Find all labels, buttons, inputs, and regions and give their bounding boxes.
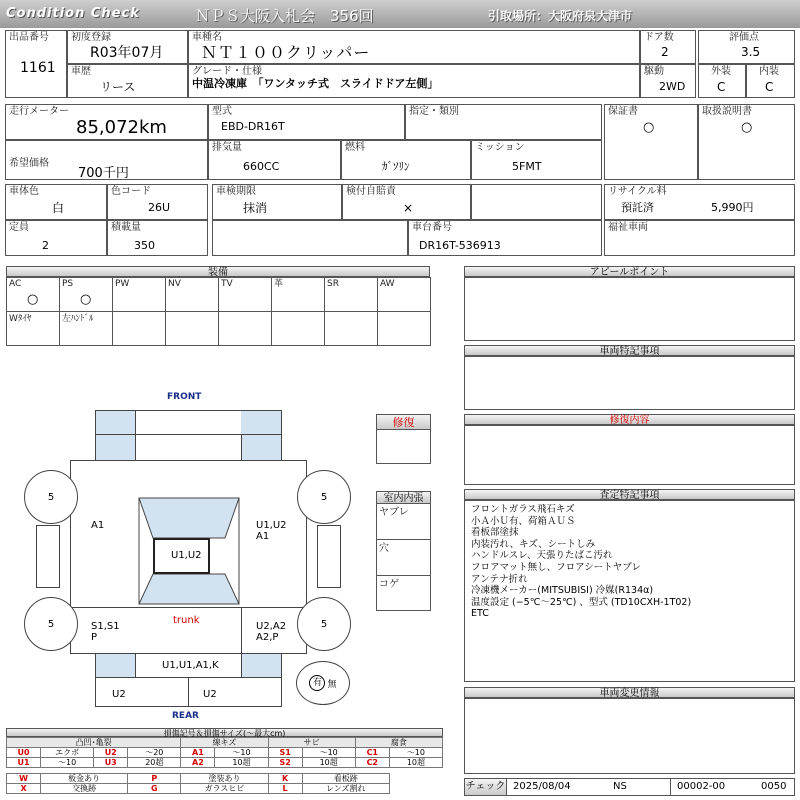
equipment-label: PS xyxy=(62,279,74,289)
car-name-box xyxy=(188,30,640,64)
recycle-value: 5,990円 xyxy=(711,201,754,214)
door-value: 2 xyxy=(661,45,669,59)
repair-content-title: 修復内容 xyxy=(464,414,795,425)
change-info-title: 車両変更情報 xyxy=(464,687,795,698)
equipment-label: 左ﾊﾝﾄﾞﾙ xyxy=(62,314,94,324)
legend-cell: 線キズ xyxy=(181,738,268,748)
color-label: 車体色 xyxy=(9,186,39,197)
legend-cell: L xyxy=(268,784,302,794)
displacement-box xyxy=(208,140,341,180)
equipment-cell xyxy=(6,277,60,312)
inspection-label: 車検期限 xyxy=(216,186,256,197)
mission-label: ミッション xyxy=(475,142,525,153)
special-title: 車両特記事項 xyxy=(464,345,795,356)
footer-code: 00002-00 xyxy=(677,781,726,792)
equipment-label: 革 xyxy=(274,279,284,289)
inspection-note-line: ハンドルスレ、天張りたばこ汚れ xyxy=(471,550,613,562)
legend-cell: C1 xyxy=(355,748,389,758)
spare-has: 有 xyxy=(309,675,325,691)
color-box xyxy=(5,184,107,220)
designation-box xyxy=(405,104,602,140)
inspection-note-line: アンテナ折れ xyxy=(471,573,528,585)
equipment-cell xyxy=(377,311,431,346)
inspection-notes-title: 査定特記事項 xyxy=(464,489,795,500)
inspection-note-line: フロアマット無し、フロアシートヤブレ xyxy=(471,561,641,573)
lot-label: 出品番号 xyxy=(9,32,49,43)
equipment-cell xyxy=(165,277,219,312)
price-box xyxy=(5,140,208,180)
equipment-grid xyxy=(6,277,430,346)
front-label: FRONT xyxy=(167,392,202,402)
legend-cell: ガラスヒビ xyxy=(181,784,268,794)
legend-cell: 塗装あり xyxy=(181,774,268,784)
footer-bar xyxy=(464,778,795,796)
mirror-left xyxy=(36,525,60,588)
insurance-value: × xyxy=(403,201,414,215)
mission-value: 5FMT xyxy=(512,160,542,173)
inspection-notes-panel xyxy=(464,500,795,682)
legend-cell: A1 xyxy=(181,748,215,758)
equipment-cell xyxy=(59,311,113,346)
roof-damage: U1,U2 xyxy=(171,550,202,561)
equipment-mark: ○ xyxy=(27,292,39,307)
load-value: 350 xyxy=(134,239,155,252)
right-rear-damage: U2,A2 A2,P xyxy=(256,621,287,643)
legend-cell: C2 xyxy=(355,758,389,768)
score-value: 3.5 xyxy=(741,45,761,59)
taillight-right xyxy=(241,653,282,678)
legend-cell: 10超 xyxy=(389,758,442,768)
legend-cell: X xyxy=(7,784,41,794)
windshield-graphic xyxy=(129,458,249,608)
first-reg-value: R03年07月 xyxy=(90,45,164,61)
tire-rear-right-value: 5 xyxy=(320,618,328,630)
interior-burn-label: コゲ xyxy=(379,579,399,590)
legend-cell: 10超 xyxy=(302,758,355,768)
equipment-label: SR xyxy=(327,279,339,289)
page-title: Condition Check xyxy=(6,6,140,21)
warranty-value: ○ xyxy=(643,120,655,135)
inspection-note-line: 看板部塗抹 xyxy=(471,527,519,539)
legend-cell: U1 xyxy=(7,758,41,768)
legend-cell: レンズ割れ xyxy=(302,784,389,794)
legend-cell: サビ xyxy=(268,738,355,748)
change-info-panel xyxy=(464,698,795,774)
mission-box xyxy=(471,140,602,180)
legend-cell: エクボ xyxy=(41,748,94,758)
chassis-value: DR16T-536913 xyxy=(419,239,501,252)
displacement-value: 660CC xyxy=(243,160,280,173)
recycle-status: 預託済 xyxy=(621,201,654,214)
right-side-front xyxy=(241,460,307,608)
rear-panel-right xyxy=(188,677,282,707)
tire-front-right-value: 5 xyxy=(320,491,328,503)
mileage-label: 走行メーター xyxy=(9,106,69,117)
equipment-cell xyxy=(165,311,219,346)
inspector: NS xyxy=(613,781,627,792)
left-front-damage: A1 xyxy=(91,520,105,531)
footer-number: 0050 xyxy=(761,781,787,792)
car-name-value: ＮＴ１００クリッパー xyxy=(201,43,371,62)
check-label: チェック xyxy=(465,779,507,795)
drive-label: 駆動 xyxy=(644,66,664,77)
left-side-rear xyxy=(70,607,136,654)
interior-row-hole xyxy=(377,540,430,576)
rear-bumper-damage: U1,U1,A1,K xyxy=(162,660,219,671)
equipment-label: AW xyxy=(380,279,395,289)
car-name-label: 車種名 xyxy=(192,32,222,43)
tire-front-right xyxy=(297,470,351,524)
ext-label: 外装 xyxy=(711,66,731,77)
legend-cell: P xyxy=(128,774,181,784)
inspection-note-line: 内装汚れ、キズ、シートしみ xyxy=(471,538,596,550)
legend-cell: 〜10 xyxy=(389,748,442,758)
legend-cell: G xyxy=(128,784,181,794)
drive-box xyxy=(640,64,696,98)
grade-label: グレード・仕様 xyxy=(192,66,262,77)
rear-bumper xyxy=(135,653,242,678)
legend-title: 損傷記号＆損傷サイズ(〜最大cm) xyxy=(6,728,443,737)
tire-front-left-value: 5 xyxy=(47,491,55,503)
score-box xyxy=(698,30,795,64)
capacity-value: 2 xyxy=(42,239,49,252)
legend-cell: 交換跡 xyxy=(41,784,128,794)
mileage-value: 85,072km xyxy=(76,117,167,138)
repair-title: 修復 xyxy=(376,414,431,430)
interior-tear-label: ヤブレ xyxy=(379,507,409,518)
manual-box xyxy=(698,104,795,180)
load-box xyxy=(107,220,208,256)
left-side-front xyxy=(70,460,136,608)
spare-tire xyxy=(296,661,350,705)
legend-cell: 〜10 xyxy=(215,748,268,758)
insurance-label: 検付自賠責 xyxy=(346,186,396,197)
price-value: 700千円 xyxy=(78,166,129,181)
door-box xyxy=(640,30,696,64)
manual-value: ○ xyxy=(741,120,753,135)
inspection-note-line: ETC xyxy=(471,608,489,620)
equipment-label: AC xyxy=(9,279,22,289)
color-value: 白 xyxy=(52,201,65,215)
headlight-right xyxy=(241,434,282,461)
legend-cell: 10超 xyxy=(215,758,268,768)
equipment-cell xyxy=(218,277,272,312)
repair-content-panel xyxy=(464,425,795,485)
recycle-box xyxy=(604,184,795,220)
int-value: C xyxy=(765,80,774,94)
warranty-box xyxy=(604,104,698,180)
recycle-label: リサイクル料 xyxy=(608,186,667,197)
ext-box xyxy=(698,64,746,98)
interior-title: 室内内張 xyxy=(376,491,431,504)
rear-panel-left xyxy=(95,677,189,707)
tire-rear-left xyxy=(24,597,78,651)
right-front-damage: U1,U2 A1 xyxy=(256,520,287,542)
legend-cell: W xyxy=(7,774,41,784)
inspection-note-line: フロントガラス飛石キズ xyxy=(471,504,575,515)
special-panel xyxy=(464,356,795,410)
rear-right-damage: U2 xyxy=(203,689,217,700)
mirror-right xyxy=(317,525,341,588)
equipment-cell xyxy=(59,277,113,312)
rear-label: REAR xyxy=(172,711,199,721)
door-label: ドア数 xyxy=(644,32,674,43)
legend-table xyxy=(6,737,443,794)
inspection-note-line: 小Ａ小Ｕ有、荷箱ＡＵＳ xyxy=(471,515,576,527)
price-label: 希望価格 xyxy=(9,158,49,169)
legend-cell: U3 xyxy=(94,758,128,768)
model-label: 型式 xyxy=(212,106,232,117)
front-bumper xyxy=(135,410,242,435)
inspection-note-line: 冷凍機メーカー(MITSUBISI) 冷媒(R134α) xyxy=(471,585,654,597)
rear-left-damage: U2 xyxy=(112,689,126,700)
history-label: 車歴 xyxy=(71,66,91,77)
model-box xyxy=(208,104,405,140)
equipment-mark: ○ xyxy=(80,292,92,307)
score-label: 評価点 xyxy=(729,32,759,43)
check-date: 2025/08/04 xyxy=(513,781,571,792)
equipment-cell xyxy=(218,311,272,346)
history-box xyxy=(67,64,188,98)
legend-cell: 〜10 xyxy=(41,758,94,768)
front-bumper-right xyxy=(241,410,282,435)
first-reg-box xyxy=(67,30,188,64)
equipment-cell xyxy=(271,277,325,312)
lot-box xyxy=(5,30,67,98)
legend-cell: 板金あり xyxy=(41,774,128,784)
legend-cell: K xyxy=(268,774,302,784)
legend-cell: 〜10 xyxy=(302,748,355,758)
tire-front-left xyxy=(24,470,78,524)
legend-cell: S2 xyxy=(268,758,302,768)
equipment-cell xyxy=(6,311,60,346)
equipment-cell xyxy=(271,311,325,346)
hood xyxy=(135,434,242,461)
equipment-cell xyxy=(324,277,378,312)
equipment-label: NV xyxy=(168,279,181,289)
int-box xyxy=(746,64,795,98)
legend-cell: 看板跡 xyxy=(302,774,389,784)
equipment-label: TV xyxy=(221,279,233,289)
equipment-label: Wﾀｲﾔ xyxy=(9,314,32,324)
mileage-box xyxy=(5,104,208,140)
drive-value: 2WD xyxy=(659,80,686,93)
inspection-box xyxy=(212,184,342,220)
interior-hole-label: 穴 xyxy=(379,543,389,554)
trunk-area xyxy=(135,607,242,654)
interior-box xyxy=(376,491,431,611)
legend-cell: 20超 xyxy=(128,758,181,768)
equipment-cell xyxy=(112,311,166,346)
int-label: 内装 xyxy=(759,66,779,77)
first-reg-label: 初度登録 xyxy=(71,32,111,43)
blank-box-2 xyxy=(212,220,408,256)
color-code-value: 26U xyxy=(148,201,171,214)
pickup-location: 引取場所：大阪府泉大津市 xyxy=(488,9,633,23)
left-rear-damage: S1,S1 P xyxy=(91,621,120,643)
ext-value: C xyxy=(717,80,726,94)
capacity-box xyxy=(5,220,107,256)
tire-rear-right xyxy=(297,597,351,651)
legend-cell: U0 xyxy=(7,748,41,758)
legend-grid xyxy=(6,737,443,794)
model-value: EBD-DR16T xyxy=(221,120,285,133)
fuel-value: ｶﾞｿﾘﾝ xyxy=(382,160,410,173)
equipment-cell xyxy=(377,277,431,312)
legend-cell: 凸凹･亀裂 xyxy=(7,738,181,748)
lot-value: 1161 xyxy=(20,60,56,76)
auction-name: ＮＰＳ大阪入札会 356回 xyxy=(195,7,374,25)
equipment-cell xyxy=(112,277,166,312)
equipment-cell xyxy=(324,311,378,346)
history-value: リース xyxy=(100,80,136,94)
legend-cell: U2 xyxy=(94,748,128,758)
insurance-box xyxy=(342,184,471,220)
displacement-label: 排気量 xyxy=(212,142,242,153)
interior-row-burn xyxy=(377,576,430,610)
warranty-label: 保証書 xyxy=(608,106,638,117)
welfare-label: 福祉車両 xyxy=(608,222,648,233)
fuel-box xyxy=(341,140,471,180)
legend-cell: 腐食 xyxy=(355,738,442,748)
color-code-label: 色コード xyxy=(111,186,151,197)
manual-label: 取扱説明書 xyxy=(702,106,752,117)
taillight-left xyxy=(95,653,136,678)
designation-label: 指定・類別 xyxy=(409,106,459,117)
fuel-label: 燃料 xyxy=(345,142,365,153)
appeal-panel xyxy=(464,277,795,341)
interior-row-tear xyxy=(377,504,430,540)
chassis-box xyxy=(408,220,602,256)
roof xyxy=(153,538,210,574)
trunk-label: trunk xyxy=(173,615,200,626)
color-code-box xyxy=(107,184,208,220)
front-bumper-left xyxy=(95,410,136,435)
grade-value: 中温冷凍庫 「ワンタッチ式 スライドドア左側」 xyxy=(192,77,439,90)
capacity-label: 定員 xyxy=(9,222,29,233)
repair-box xyxy=(376,414,431,464)
legend-cell: A2 xyxy=(181,758,215,768)
equipment-label: PW xyxy=(115,279,130,289)
spare-none: 無 xyxy=(327,679,337,690)
equipment-title: 装備 xyxy=(6,266,430,277)
headlight-left xyxy=(95,434,136,461)
inspection-value: 抹消 xyxy=(243,201,268,215)
appeal-title: アピールポイント xyxy=(464,266,795,277)
legend-cell: S1 xyxy=(268,748,302,758)
tire-rear-left-value: 5 xyxy=(47,618,55,630)
grade-box xyxy=(188,64,640,98)
welfare-box xyxy=(604,220,795,256)
chassis-label: 車台番号 xyxy=(412,222,452,233)
blank-box-1 xyxy=(471,184,602,220)
legend-cell: 〜20 xyxy=(128,748,181,758)
inspection-note-line: 温度設定 (−5℃〜25℃) 、型式 (TD10CXH-1T02) xyxy=(471,596,692,608)
load-label: 積載量 xyxy=(111,222,141,233)
